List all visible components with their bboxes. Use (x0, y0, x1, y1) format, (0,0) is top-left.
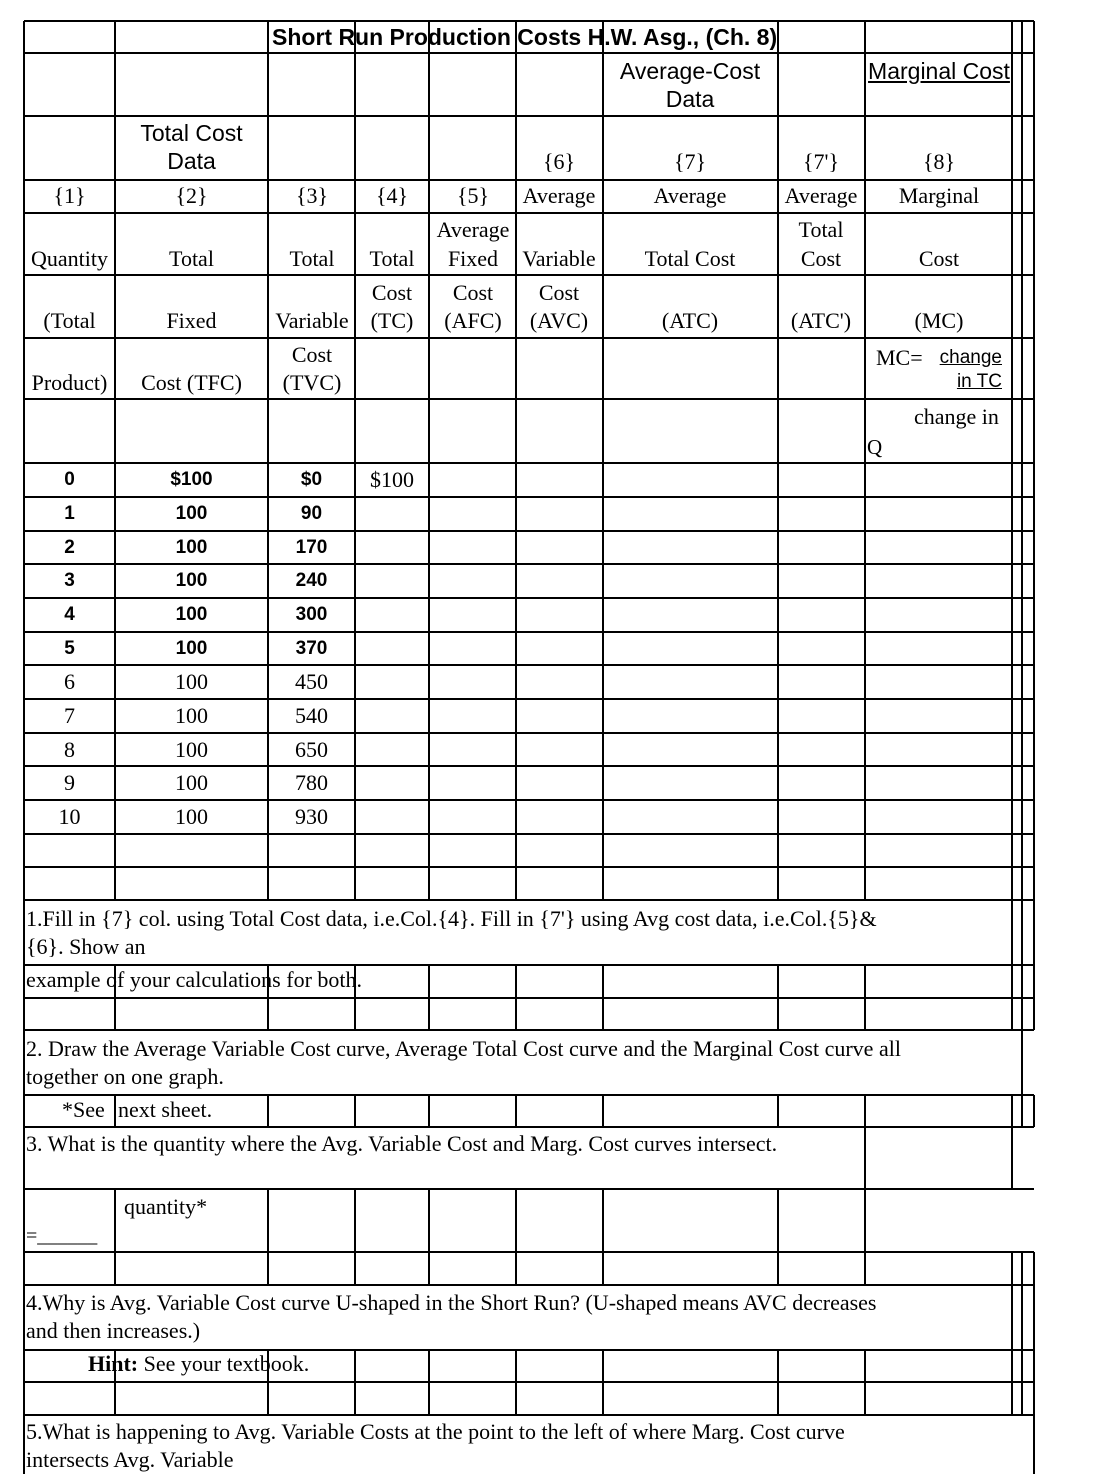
grid-vline (602, 1095, 604, 1127)
question-4-line2: and then increases.) (26, 1318, 201, 1343)
grid-vline (515, 1189, 517, 1285)
col8-label-line3: (MC) (914, 308, 964, 333)
grid-vline-right (1021, 1030, 1023, 1095)
col5-label-line3: Cost (452, 280, 494, 305)
grid-vline (602, 965, 604, 1030)
col1-label-line2: (Total (43, 308, 96, 333)
grid-vline (428, 21, 430, 900)
grid-hline (24, 1029, 1034, 1031)
col2-label-line1: Total (169, 246, 214, 271)
grid-vline-right (1033, 1095, 1035, 1127)
col3-label-line4: (TVC) (282, 370, 342, 395)
col1-label-line1: Quantity (31, 246, 108, 271)
question-2-line1: 2. Draw the Average Variable Cost curve, Average Total Cost curve and the Marginal Cost curve all (26, 1036, 901, 1061)
grid-hline (24, 664, 1034, 666)
question-3-answer-blank[interactable]: =______ (26, 1225, 98, 1247)
grid-vline-right (1033, 1415, 1035, 1474)
row-total-fixed-cost: 100 (175, 703, 208, 728)
col2-label-line2: Fixed (166, 308, 217, 333)
grid-vline-right (1021, 21, 1023, 1030)
grid-hline (24, 866, 1034, 868)
row-quantity: 10 (58, 804, 81, 829)
row-total-variable-cost: 780 (295, 770, 328, 795)
col3-label-line2: Variable (275, 308, 349, 333)
col-number-7: {7} (673, 149, 707, 174)
col-number-7p: {7'} (802, 149, 840, 174)
grid-vline (864, 1350, 866, 1415)
grid-hline (24, 833, 1034, 835)
grid-vline (515, 1095, 517, 1127)
mc-formula-numerator: change in TC (939, 347, 1002, 392)
grid-hline (24, 563, 1034, 565)
col-number-8: {8} (922, 149, 956, 174)
grid-vline-right (1011, 1252, 1013, 1415)
grid-hline (24, 115, 1034, 117)
grid-vline (354, 1350, 356, 1415)
grid-vline (114, 1189, 116, 1285)
col7p-label-line4: (ATC') (790, 308, 852, 333)
grid-hline (24, 52, 1034, 54)
grid-vline-right (1011, 1127, 1013, 1189)
total-cost-data-header: Total Cost Data (140, 120, 243, 174)
row-quantity: 3 (64, 570, 75, 591)
grid-vline (354, 1189, 356, 1285)
mc-formula-prefix: MC= (876, 345, 923, 370)
row-quantity: 0 (64, 469, 75, 490)
row-total-fixed-cost: 100 (175, 669, 208, 694)
grid-hline (24, 20, 1034, 22)
col8-label-line2: Cost (918, 246, 960, 271)
col7-label-line2: Total Cost (644, 246, 736, 271)
question-5-line1: 5.What is happening to Avg. Variable Costs at the point to the left of where Marg. Cost curve (26, 1419, 845, 1444)
grid-vline (777, 965, 779, 1030)
grid-hline (24, 462, 1034, 464)
question-3: 3. What is the quantity where the Avg. Variable Cost and Marg. Cost curves intersect. (26, 1131, 778, 1156)
grid-vline-right (1011, 1095, 1013, 1127)
grid-vline (267, 1189, 269, 1285)
worksheet-title: Short Run Production Costs H.W. Asg., (Ch. 8) (272, 24, 778, 50)
grid-hline (24, 1251, 1034, 1253)
grid-vline (864, 1189, 866, 1285)
grid-vline (602, 1350, 604, 1415)
grid-hline (24, 1284, 1034, 1286)
col7p-label-line3: Cost (800, 246, 842, 271)
grid-hline (24, 732, 1034, 734)
row-quantity: 6 (64, 669, 75, 694)
row-quantity: 9 (64, 770, 75, 795)
row-total-fixed-cost: 100 (175, 737, 208, 762)
grid-hline (24, 698, 1034, 700)
question-2-note-b: next sheet. (118, 1097, 213, 1122)
col-number-2: {2} (175, 183, 208, 208)
row-total-variable-cost: 240 (295, 570, 328, 591)
grid-vline (864, 1095, 866, 1127)
col8-label-line1: Marginal (898, 183, 980, 208)
col-number-3: {3} (295, 183, 329, 208)
grid-hline (24, 212, 1034, 214)
question-1-line2: {6}. Show an (26, 934, 146, 959)
grid-vline (777, 1350, 779, 1415)
grid-vline-right (1033, 21, 1035, 1030)
grid-hline (24, 597, 1034, 599)
col7-label-line1: Average (653, 183, 727, 208)
col3-label-line3: Cost (291, 342, 333, 367)
grid-vline (114, 1095, 116, 1127)
row-total-variable-cost: 540 (295, 703, 328, 728)
col6-label-line4: (AVC) (529, 308, 589, 333)
grid-vline (515, 1350, 517, 1415)
row-total-variable-cost: 450 (295, 669, 328, 694)
question-4-hint (88, 1350, 309, 1378)
col2-label-line3: Cost (TFC) (141, 370, 242, 395)
col6-label-line1: Average (522, 183, 596, 208)
grid-vline (428, 1095, 430, 1127)
col6-label-line2: Variable (522, 246, 596, 271)
row-total-fixed-cost: 100 (175, 537, 208, 558)
question-2-line2: together on one graph. (26, 1064, 224, 1089)
marginal-cost-header: Marginal Cost (868, 58, 1010, 84)
row-total-variable-cost: 90 (300, 503, 323, 524)
grid-vline-right (1021, 1095, 1023, 1127)
grid-vline (864, 1127, 866, 1189)
col4-label-line3: (TC) (370, 308, 414, 333)
grid-hline (24, 398, 1034, 400)
col-number-4: {4} (375, 183, 409, 208)
grid-vline (602, 1189, 604, 1285)
col4-label-line2: Cost (371, 280, 413, 305)
col5-label-line2: Fixed (447, 246, 499, 271)
row-total-variable-cost: 170 (295, 537, 328, 558)
question-1-line3: example of your calculations for both. (26, 967, 363, 992)
grid-vline (267, 1095, 269, 1127)
grid-vline-right (1021, 1285, 1023, 1350)
grid-hline (24, 274, 1034, 276)
row-quantity: 2 (64, 537, 75, 558)
grid-hline (24, 765, 1034, 767)
col-number-1: {1} (53, 183, 86, 208)
col-number-5: {5} (456, 183, 490, 208)
row-total-variable-cost: 650 (295, 737, 328, 762)
col5-label-line1: Average (436, 217, 510, 242)
question-1-line1: 1.Fill in {7} col. using Total Cost data, i.e.Col.{4}. Fill in {7'} using Avg cost data, i.e.Col.{5}& (26, 906, 877, 931)
row-total-fixed-cost: $100 (170, 469, 213, 490)
hint-text: See your textbook. (138, 1351, 310, 1376)
grid-hline (24, 530, 1034, 532)
grid-hline (24, 631, 1034, 633)
grid-vline (428, 1189, 430, 1285)
grid-vline (777, 1095, 779, 1127)
row-total-fixed-cost: 100 (175, 770, 208, 795)
grid-vline (515, 965, 517, 1030)
grid-hline (24, 1381, 1034, 1383)
row-quantity: 7 (64, 703, 75, 728)
col6-label-line3: Cost (538, 280, 580, 305)
grid-hline (24, 1414, 1034, 1416)
grid-vline (864, 965, 866, 1030)
mc-formula-denominator: change in (914, 404, 999, 429)
average-cost-data-header: Average-Cost Data (619, 58, 761, 112)
mc-formula-denominator-var: Q (867, 435, 883, 459)
col4-label-line1: Total (369, 246, 415, 271)
grid-vline-right (1033, 1252, 1035, 1415)
row-total-variable-cost: $0 (300, 469, 323, 490)
hint-label: Hint: (88, 1351, 139, 1376)
question-4-line1: 4.Why is Avg. Variable Cost curve U-shaped in the Short Run? (U-shaped means AVC decreases (26, 1290, 877, 1315)
row-quantity: 8 (64, 737, 75, 762)
col1-label-line3: Product) (31, 370, 108, 395)
row-total-cost: $100 (370, 467, 414, 492)
grid-hline (24, 899, 1034, 901)
col5-label-line4: (AFC) (444, 308, 502, 333)
row-total-fixed-cost: 100 (175, 570, 208, 591)
question-2-note-a: *See (62, 1097, 105, 1122)
col7p-label-line2: Total (798, 217, 844, 242)
col7p-label-line1: Average (784, 183, 858, 208)
question-3-answer-label: quantity* (124, 1194, 208, 1219)
question-5-line2: intersects Avg. Variable (26, 1447, 234, 1472)
grid-hline (24, 1126, 1034, 1128)
grid-hline (24, 997, 1034, 999)
row-total-variable-cost: 930 (295, 804, 328, 829)
row-total-variable-cost: 370 (295, 638, 328, 659)
row-quantity: 4 (64, 604, 75, 625)
col3-label-line1: Total (289, 246, 335, 271)
grid-hline (24, 496, 1034, 498)
grid-vline (428, 965, 430, 1030)
grid-hline (24, 337, 1034, 339)
grid-hline (24, 799, 1034, 801)
row-total-fixed-cost: 100 (175, 804, 208, 829)
row-total-fixed-cost: 100 (175, 638, 208, 659)
row-quantity: 1 (64, 503, 75, 524)
row-total-fixed-cost: 100 (175, 604, 208, 625)
grid-hline (24, 1188, 1034, 1190)
grid-hline (24, 179, 1034, 181)
grid-vline (777, 1189, 779, 1285)
row-total-fixed-cost: 100 (175, 503, 208, 524)
col7-label-line3: (ATC) (661, 308, 719, 333)
grid-vline (354, 1095, 356, 1127)
row-total-variable-cost: 300 (295, 604, 328, 625)
col-number-6: {6} (542, 149, 576, 174)
row-quantity: 5 (64, 638, 75, 659)
grid-vline (428, 1350, 430, 1415)
